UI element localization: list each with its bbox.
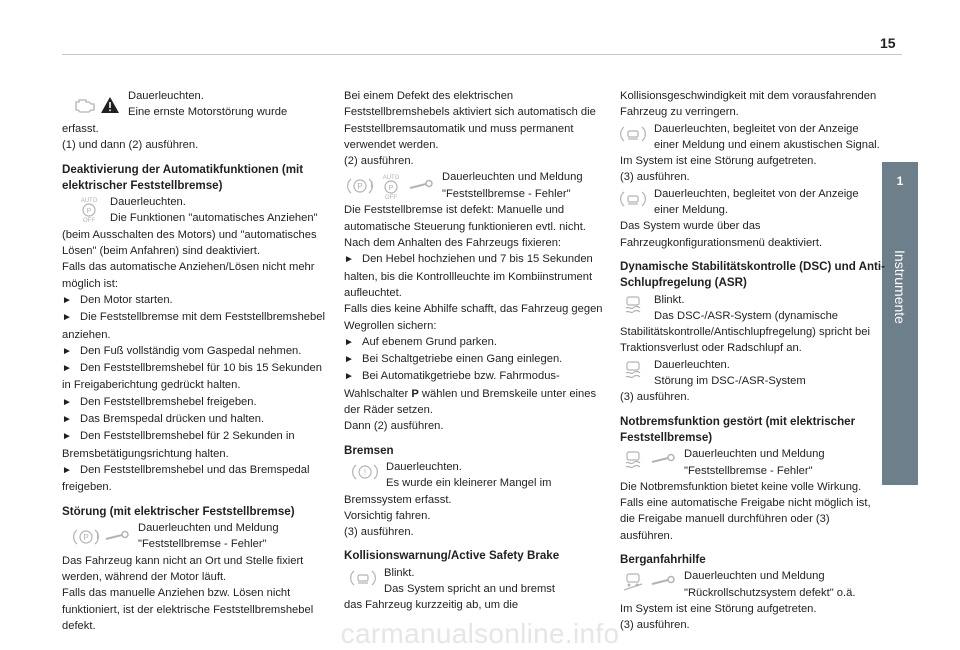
chapter-tab[interactable]: [882, 162, 918, 485]
section-heading: Berganfahrhilfe: [620, 553, 706, 567]
paragraph: Falls eine automatische Freigabe nicht möglich ist, die Freigabe manuell durchführen oder (3) ausführen.: [620, 497, 871, 542]
column-1: [62, 88, 327, 634]
list-item: ► Das Bremspedal drücken und halten.: [62, 411, 327, 428]
engine-icon: [74, 97, 96, 113]
bullet-arrow-icon: ►: [62, 294, 72, 306]
text-line: Im System ist eine Störung aufgetreten.: [620, 155, 817, 168]
column-3: [620, 88, 885, 634]
text-line: Störung im DSC-/ASR-System: [654, 375, 806, 388]
bullet-arrow-icon: ►: [62, 363, 72, 375]
page-number: 15: [880, 35, 896, 51]
bullet-arrow-icon: ►: [344, 371, 354, 383]
brake-warning-icon: [352, 463, 378, 481]
text-line: (3) ausführen.: [620, 619, 690, 632]
paragraph: Die Notbremsfunktion bietet keine volle Wirkung.: [620, 480, 862, 493]
text-line: das Fahrzeug kurzzeitig ab, um die: [344, 599, 519, 612]
bullet-arrow-icon: ►: [344, 354, 354, 366]
parking-brake-fault-icon: [346, 177, 374, 195]
paragraph: Das System wurde über das Fahrzeugkonfigurationsmenü deaktiviert.: [620, 220, 823, 249]
text-line: Das Fahrzeug kann nicht an Ort und Stelle fixiert werden, während der Motor läuft.: [62, 554, 304, 584]
text-line: (3) ausführen.: [620, 171, 690, 184]
list-item: ► Den Feststellbremshebel für 2 Sekunden in Bremsbetätigungsrichtung halten.: [62, 430, 295, 460]
wrench-icon: [650, 575, 676, 589]
text-line: Bremssystem erfasst.: [344, 493, 452, 506]
section-heading: Deaktivierung der Automatikfunktionen (mit elektrischer Feststellbremse): [62, 162, 304, 192]
svg-text:AUTO: AUTO: [382, 175, 400, 182]
wrench-icon: [104, 530, 130, 544]
auto-off-icon: [378, 172, 404, 200]
text-line: "Rückrollschutzsystem defekt" o.ä.: [684, 586, 856, 599]
text-line: Dauerleuchten.: [128, 90, 204, 102]
wrench-icon: [408, 179, 434, 193]
dsc-skid-icon: [620, 450, 646, 470]
svg-text:AUTO: AUTO: [80, 198, 98, 205]
text-line: "Feststellbremse - Fehler": [684, 464, 813, 477]
svg-text:!: !: [363, 467, 367, 477]
watermark: carmanualsonline.info: [340, 618, 620, 649]
header-rule: [62, 54, 902, 55]
section-heading: Bremsen: [344, 443, 394, 457]
bullet-arrow-icon: ►: [62, 396, 72, 408]
text-line: Dauerleuchten.: [654, 358, 730, 371]
section-heading: Notbremsfunktion gestört (mit elektrischer Feststellbremse): [620, 414, 856, 444]
list-item: ► Die Feststellbremse mit dem Feststellbremshebel anziehen.: [62, 311, 325, 341]
text-line: erfasst.: [62, 123, 99, 135]
text-line: Dauerleuchten und Meldung: [684, 448, 825, 461]
hill-start-assist-icon: [620, 572, 646, 592]
section-heading: Kollisionswarnung/Active Safety Brake: [344, 549, 560, 563]
text-line: Dauerleuchten.: [386, 460, 462, 473]
wrench-icon: [650, 453, 676, 467]
bullet-arrow-icon: ►: [62, 312, 72, 324]
text-line: einer Meldung und einem akustischen Signal.: [654, 138, 880, 151]
text-line: Es wurde ein kleinerer Mangel im: [386, 477, 552, 490]
text-line: (3) ausführen.: [620, 391, 690, 404]
text-line: Dauerleuchten.: [110, 196, 186, 209]
svg-text:P: P: [86, 208, 92, 216]
text-line: (1) und dann (2) ausführen.: [62, 139, 199, 152]
svg-text:P: P: [83, 532, 89, 542]
paragraph: Kollisionsgeschwindigkeit mit dem vorausfahrenden Fahrzeug zu verringern.: [620, 90, 877, 119]
list-item: ► Den Feststellbremshebel für 10 bis 15 Sekunden in Freigaberichtung gedrückt halten.: [62, 362, 322, 392]
collision-warning-icon: [350, 569, 376, 587]
paragraph: Nach dem Anhalten des Fahrzeugs fixieren:: [344, 237, 562, 250]
text-line: Das DSC-/ASR-System (dynamische: [654, 309, 839, 322]
list-item: ► Auf ebenem Grund parken.: [344, 334, 606, 351]
paragraph: (2) ausführen.: [344, 155, 414, 168]
warning-triangle-icon: [100, 96, 120, 114]
column-2: [344, 88, 606, 614]
bullet-arrow-icon: ►: [62, 431, 72, 443]
text-line: Falls das manuelle Anziehen bzw. Lösen nicht funktioniert, ist der elektrische Feststellbremshebel defekt.: [62, 587, 314, 633]
text-line: Dauerleuchten und Meldung: [684, 570, 825, 583]
paragraph: Dann (2) ausführen.: [344, 420, 444, 433]
chapter-number: 1: [896, 174, 904, 188]
dsc-skid-icon: [620, 360, 646, 380]
section-heading: Dynamische Stabilitätskontrolle (DSC) und Anti-Schlupfregelung (ASR): [620, 259, 885, 290]
text-line: Blinkt.: [654, 293, 685, 306]
text-line: Die Funktionen "automatisches Anziehen": [110, 212, 318, 225]
text-line: (beim Ausschalten des Motors) und "automatisches Lösen" (beim Anfahren) sind deaktiviert.: [62, 228, 317, 258]
list-item: ► Den Motor starten.: [62, 292, 327, 309]
paragraph: Falls dies keine Abhilfe schafft, das Fahrzeug gegen Wegrollen sichern:: [344, 303, 603, 332]
bullet-list: [62, 292, 327, 496]
bullet-arrow-icon: ►: [62, 345, 72, 357]
list-item: ► Den Fuß vollständig vom Gaspedal nehmen.: [62, 343, 327, 360]
text-line: Eine ernste Motorstörung wurde: [128, 106, 288, 119]
paragraph: Bei einem Defekt des elektrischen Feststellbremshebels aktiviert sich automatisch die Feststellbremsautomatik und muss permanent verwendet werden.: [344, 90, 596, 151]
paragraph: Die Feststellbremse ist defekt: Manuelle und automatische Steuerung funktionieren evtl. nicht.: [344, 204, 586, 233]
collision-warning-icon: [620, 125, 646, 143]
bullet-arrow-icon: ►: [62, 464, 72, 476]
chapter-title: Instrumente: [892, 250, 908, 324]
bullet-arrow-icon: ►: [344, 254, 354, 266]
collision-warning-off-icon: [620, 190, 646, 208]
list-item: ► Den Feststellbremshebel freigeben.: [62, 394, 327, 411]
text-line: Dauerleuchten und Meldung: [138, 521, 279, 534]
section-heading: Störung (mit elektrischer Feststellbremse): [62, 504, 295, 518]
dsc-skid-icon: [620, 295, 646, 315]
paragraph: Stabilitätskontrolle/Antischlupfregelung) spricht bei Traktionsverlust oder Radschlupf an.: [620, 326, 870, 355]
list-item: ► Bei Schaltgetriebe einen Gang einlegen.: [344, 351, 606, 368]
svg-text:P: P: [388, 185, 394, 193]
text-line: "Feststellbremse - Fehler": [442, 187, 571, 200]
text-line: Dauerleuchten, begleitet von der Anzeige: [654, 187, 859, 200]
text-line: "Feststellbremse - Fehler": [138, 538, 267, 551]
text-line: Dauerleuchten und Meldung: [442, 171, 583, 184]
bullet-arrow-icon: ►: [344, 336, 354, 348]
text-line: Das System spricht an und bremst: [384, 583, 555, 596]
svg-text:P: P: [357, 182, 363, 192]
svg-text:OFF: OFF: [385, 195, 397, 201]
parking-brake-fault-icon: [72, 528, 100, 546]
auto-off-icon: [76, 195, 102, 223]
text-line: Im System ist eine Störung aufgetreten.: [620, 602, 817, 615]
text-line: Blinkt.: [384, 566, 415, 579]
text-line: einer Meldung.: [654, 204, 729, 217]
text-line: (3) ausführen.: [344, 526, 414, 539]
list-item: ► Den Feststellbremshebel und das Bremspedal freigeben.: [62, 463, 310, 494]
bullet-arrow-icon: ►: [62, 414, 72, 426]
list-item: ► Den Hebel hochziehen und 7 bis 15 Sekunden halten, bis die Kontrollleuchte im Kombiinstrument aufleuchtet.: [344, 253, 593, 299]
list-item: ► Bei Automatikgetriebe bzw. Fahrmodus-Wahlschalter P wählen und Bremskeile unter eines der Räder setzen.: [344, 370, 597, 417]
text-line: Dauerleuchten, begleitet von der Anzeige: [654, 122, 859, 135]
text-line: Vorsichtig fahren.: [344, 509, 431, 522]
svg-text:OFF: OFF: [83, 218, 95, 224]
text-line: Falls das automatische Anziehen/Lösen nicht mehr möglich ist:: [62, 261, 315, 290]
